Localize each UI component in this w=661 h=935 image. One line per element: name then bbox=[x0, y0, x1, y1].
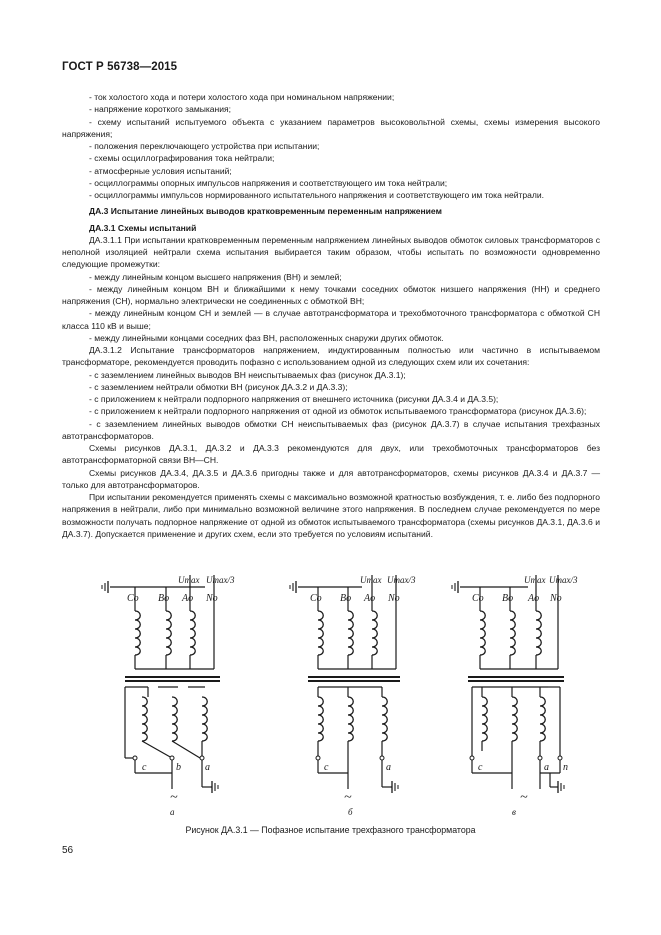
label-no: No bbox=[550, 593, 562, 604]
label-bo: Bo bbox=[158, 593, 170, 604]
label-umax: Umax bbox=[360, 575, 382, 585]
paragraph: При испытании рекомендуется применять схемы с максимально возможной кратностью возбуждения, т. е. либо без подпорного напряжения в нейтрали, либо при минимально возможной величине этого напряжения. В последнем случае рекомендуется по мере возможности получать подпорное напряжение от одной из обмоток испытываемого трансформатора (схемы рисунков ДА.3.1, ДА.3.6 и ДА.3.7). Допускается применение и других схем, если это требуется по условиям испытаний. bbox=[62, 492, 600, 539]
label-no: No bbox=[206, 593, 218, 604]
body-text bbox=[62, 91, 600, 540]
figure-caption: Рисунок ДА.3.1 — Пофазное испытание трехфазного трансформатора bbox=[185, 825, 476, 835]
list-item: - осциллограммы импульсов нормированного испытательного напряжения и соответствующего им тока нейтрали. bbox=[89, 190, 545, 200]
list-item: - атмосферные условия испытаний; bbox=[89, 165, 232, 176]
panel-letter-a: а bbox=[170, 807, 175, 817]
list-item: - с заземлением линейных выводов ВН неиспытываемых фаз (рисунок ДА.3.1); bbox=[89, 369, 406, 380]
list-item: - с приложением к нейтрали подпорного напряжения от одной из обмоток испытываемого трансформатора (рисунок ДА.3.6); bbox=[89, 406, 587, 417]
list-item: - между линейными концами соседних фаз ВН, расположенных снаружи других обмоток. bbox=[89, 332, 444, 343]
label-no: No bbox=[388, 593, 400, 604]
list-item: - с заземлением нейтрали обмотки ВН (рисунок ДА.3.2 и ДА.3.3); bbox=[89, 381, 348, 392]
label-a: a bbox=[386, 762, 391, 773]
ac-source: ~ bbox=[520, 790, 528, 805]
label-co: Co bbox=[127, 593, 139, 604]
label-umax-3: Umax/3 bbox=[387, 575, 416, 585]
ac-source: ~ bbox=[170, 790, 178, 805]
label-c: c bbox=[142, 762, 147, 773]
list-item: - между линейным концом высшего напряжения (ВН) и землей; bbox=[89, 271, 342, 282]
paragraph: ДА.3.1.2 Испытание трансформаторов напряжением, индуктированным полностью или частично в испытываемом трансформаторе, рекомендуется проводить пофазно с использованием одной из следующих схем или их сочетания: bbox=[62, 345, 600, 368]
panel-c-labels bbox=[472, 575, 578, 817]
list-item: - с приложением к нейтрали подпорного напряжения от внешнего источника (рисунки ДА.3.4 и ДА.3.5); bbox=[89, 394, 499, 404]
paragraph: ДА.3.1.1 При испытании кратковременным переменным напряжением линейных выводов обмоток силовых трансформаторов с неполной изоляцией нейтрали схема испытания выбирается таким образом, чтобы испытать по возможности одновременно следующие промежутки: bbox=[62, 234, 600, 270]
panel-letter-c: в bbox=[512, 807, 516, 817]
label-a: a bbox=[544, 762, 549, 773]
label-c: c bbox=[324, 762, 329, 773]
label-umax: Umax bbox=[524, 575, 546, 585]
label-bo: Bo bbox=[340, 593, 352, 604]
list-item: - между линейным концом ВН и ближайшими к нему точками соседних обмоток низшего напряжения (НН) и среднего напряжения (СН), нормально электрически не соединенных с обмоткой ВН; bbox=[62, 283, 600, 306]
list-item: - положения переключающего устройства при испытании; bbox=[89, 141, 320, 151]
label-ao: Ao bbox=[528, 593, 540, 604]
label-umax-3: Umax/3 bbox=[549, 575, 578, 585]
circuit-diagram bbox=[100, 573, 580, 819]
label-n: n bbox=[563, 762, 568, 773]
panel-a-labels bbox=[127, 575, 235, 817]
label-umax: Umax bbox=[178, 575, 200, 585]
label-umax-3: Umax/3 bbox=[206, 575, 235, 585]
page-number: 56 bbox=[62, 845, 74, 856]
label-co: Co bbox=[310, 593, 322, 604]
list-item: - между линейным концом СН и землей — в случае автотрансформатора и трехобмоточного трансформатора с обмоткой СН класса 110 кВ и выше; bbox=[62, 308, 600, 331]
list-item: - схемы осциллографирования тока нейтрали; bbox=[89, 153, 275, 164]
panel-b bbox=[290, 575, 400, 793]
paragraph: Схемы рисунков ДА.3.4, ДА.3.5 и ДА.3.6 пригодны также и для автотрансформаторов, схемы рисунков ДА.3.4 и ДА.3.7 — только для автотрансформаторов. bbox=[62, 467, 600, 490]
list-item: - ток холостого хода и потери холостого хода при номинальном напряжении; bbox=[89, 92, 395, 102]
paragraph: Схемы рисунков ДА.3.1, ДА.3.2 и ДА.3.3 рекомендуются для двух, или трехобмоточных трансформаторов без автотрансформаторной связи ВН—СН. bbox=[62, 443, 600, 466]
label-c: c bbox=[478, 762, 483, 773]
label-a: a bbox=[205, 762, 210, 773]
panel-letter-b: б bbox=[348, 807, 353, 817]
list-item: - с заземлением линейных выводов обмотки СН неиспытываемых фаз (рисунок ДА.3.7) в случае испытания трехфазных автотрансформаторов. bbox=[62, 418, 600, 441]
list-item: - напряжение короткого замыкания; bbox=[89, 104, 232, 115]
panel-b-labels bbox=[310, 575, 416, 817]
panel-c bbox=[452, 575, 564, 793]
label-ao: Ao bbox=[182, 593, 194, 604]
label-b: b bbox=[176, 762, 181, 773]
label-ao: Ao bbox=[364, 593, 376, 604]
subsection-heading: ДА.3.1 Схемы испытаний bbox=[89, 222, 197, 233]
section-heading: ДА.3 Испытание линейных выводов кратковременным переменным напряжением bbox=[89, 206, 442, 217]
list-item: - схему испытаний испытуемого объекта с указанием параметров высоковольтной схемы, схемы измерения высокого напряжения; bbox=[62, 116, 600, 139]
label-co: Co bbox=[472, 593, 484, 604]
label-bo: Bo bbox=[502, 593, 514, 604]
document-header: ГОСТ Р 56738—2015 bbox=[62, 61, 178, 73]
list-item: - осциллограммы опорных импульсов напряжения и соответствующего им тока нейтрали; bbox=[89, 177, 448, 188]
ac-source: ~ bbox=[344, 790, 352, 805]
